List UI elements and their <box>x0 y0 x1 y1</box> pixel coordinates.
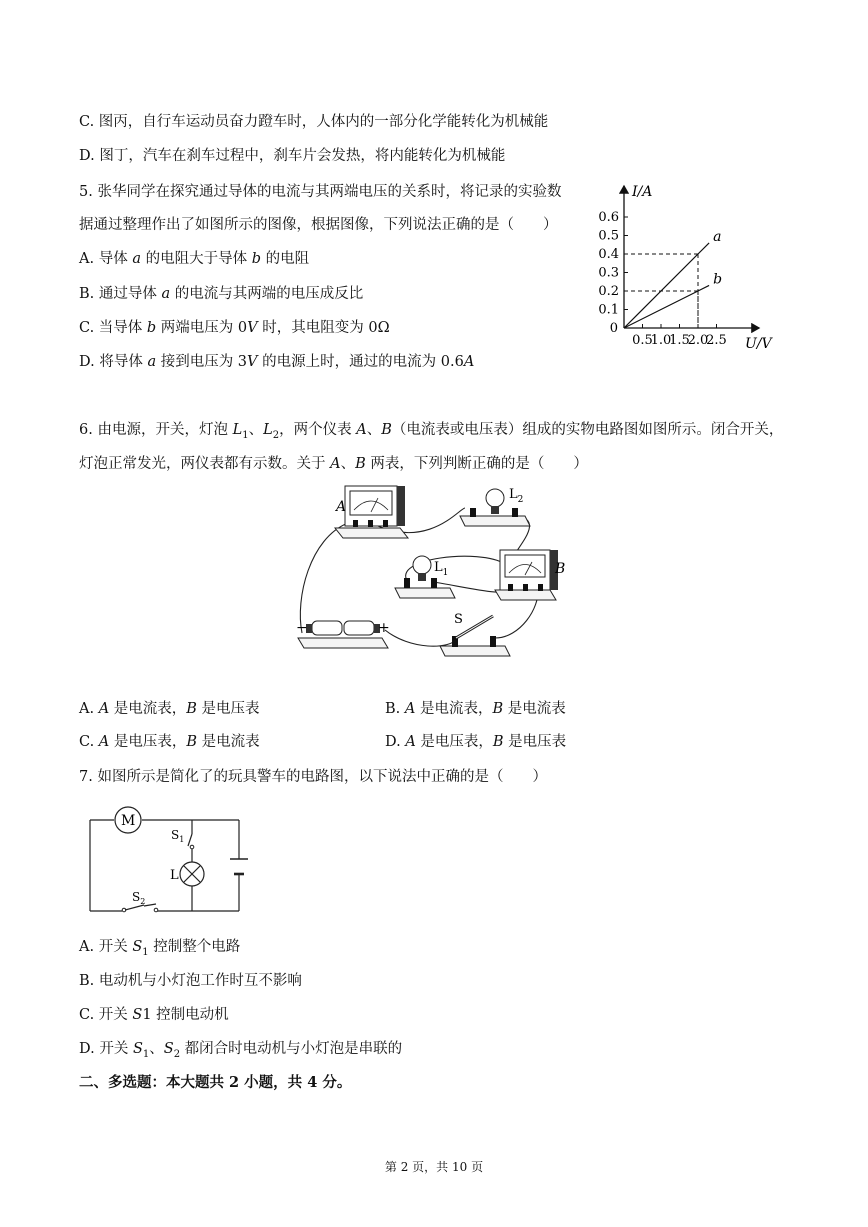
y-tick-label: 0.3 <box>598 265 619 281</box>
switch-s1-blade <box>188 834 192 846</box>
q4-option-d: D. 图丁，汽车在刹车过程中，刹车片会发热，将内能转化为机械能 <box>79 148 506 164</box>
label-s1: $S_1$ <box>171 828 185 844</box>
q4-option-c: C. 图丙，自行车运动员奋力蹬车时，人体内的一部分化学能转化为机械能 <box>79 114 549 130</box>
y-tick-label: 0.1 <box>598 302 619 318</box>
q5-option-d: D. 将导体 a 接到电压为 3V 的电源上时，通过的电流为 0.6A <box>79 354 475 370</box>
q6-option-c: C. A 是电压表，B 是电流表 <box>79 734 260 750</box>
series-a-label: a <box>713 228 722 245</box>
q6-stem-line2: 灯泡正常发光，两仪表都有示数。关于 A、B 两表，下列判断正确的是（ ） <box>79 456 588 472</box>
page-footer: 第 2 页，共 10 页 <box>384 1160 484 1174</box>
x-tick-label: 0.5 <box>632 333 653 348</box>
x-tick-label: 2.0 <box>687 333 709 348</box>
q5-option-a: A. 导体 a 的电阻大于导体 b 的电阻 <box>79 251 310 267</box>
y-tick-label: 0.4 <box>598 247 619 262</box>
series-b-line <box>624 285 709 328</box>
x-tick-label: 1.5 <box>669 333 690 348</box>
label-lamp: L <box>170 868 179 883</box>
y-axis-label: I/A <box>632 184 653 200</box>
q6-stem-line1: 6. 由电源，开关，灯泡 $L_1$、$L_2$，两个仪表 A、B（电流表或电压表）组成的实物电路图如图所示。闭合开关， <box>79 422 784 441</box>
schematic-circuit-figure <box>84 804 254 918</box>
q7-stem: 7. 如图所示是简化了的玩具警车的电路图，以下说法中正确的是（ ） <box>79 769 547 785</box>
wire <box>300 523 348 633</box>
label-plus: + <box>378 620 390 636</box>
q7-option-c: C. 开关 S1 控制电动机 <box>79 1007 229 1023</box>
physical-circuit-figure <box>290 478 575 660</box>
switch-s <box>440 616 510 656</box>
x-axis-label: U/V <box>745 336 772 352</box>
q7-option-a: A. 开关 $S_1$ 控制整个电路 <box>79 939 241 958</box>
y-tick-label: 0.5 <box>598 228 619 244</box>
meter-b <box>495 550 558 600</box>
series-b-label: b <box>713 271 723 288</box>
origin-label: 0 <box>609 321 618 336</box>
series-a-line <box>624 243 709 328</box>
q5-stem-line2: 据通过整理作出了如图所示的图像，根据图像，下列说法正确的是（ ） <box>79 217 558 233</box>
y-tick-label: 0.2 <box>598 284 619 299</box>
q5-option-b: B. 通过导体 a 的电流与其两端的电压成反比 <box>79 286 364 302</box>
label-meter-a: A <box>336 499 347 515</box>
q6-option-b: B. A 是电流表，B 是电流表 <box>385 701 566 717</box>
label-minus: − <box>296 620 308 636</box>
label-s2: $S_2$ <box>132 890 146 906</box>
q7-option-d: D. 开关 $S_1$、$S_2$ 都闭合时电动机与小灯泡是串联的 <box>79 1041 403 1060</box>
q5-option-c: C. 当导体 b 两端电压为 0V 时，其电阻变为 0Ω <box>79 320 390 336</box>
section-2-heading: 二、多选题：本大题共 2 小题，共 4 分。 <box>79 1074 352 1091</box>
x-tick-label: 1.0 <box>650 333 672 348</box>
label-switch-s: S <box>454 612 463 627</box>
q6-option-d: D. A 是电压表，B 是电压表 <box>385 734 567 750</box>
label-lamp-l2: $L_2$ <box>509 487 524 505</box>
q5-stem-line1: 5. 张华同学在探究通过导体的电流与其两端电压的关系时，将记录的实验数 <box>79 184 562 200</box>
label-meter-b: B <box>555 561 566 577</box>
wire <box>385 630 458 646</box>
label-motor: M <box>121 813 136 829</box>
label-lamp-l1: $L_1$ <box>434 560 449 578</box>
battery <box>298 621 388 648</box>
switch-s2-blade <box>144 904 156 906</box>
iu-graph <box>596 178 796 354</box>
q6-option-a: A. A 是电流表，B 是电压表 <box>79 701 260 717</box>
y-tick-label: 0.6 <box>598 210 619 225</box>
q7-option-b: B. 电动机与小灯泡工作时互不影响 <box>79 973 302 989</box>
x-tick-label: 2.5 <box>706 333 727 348</box>
